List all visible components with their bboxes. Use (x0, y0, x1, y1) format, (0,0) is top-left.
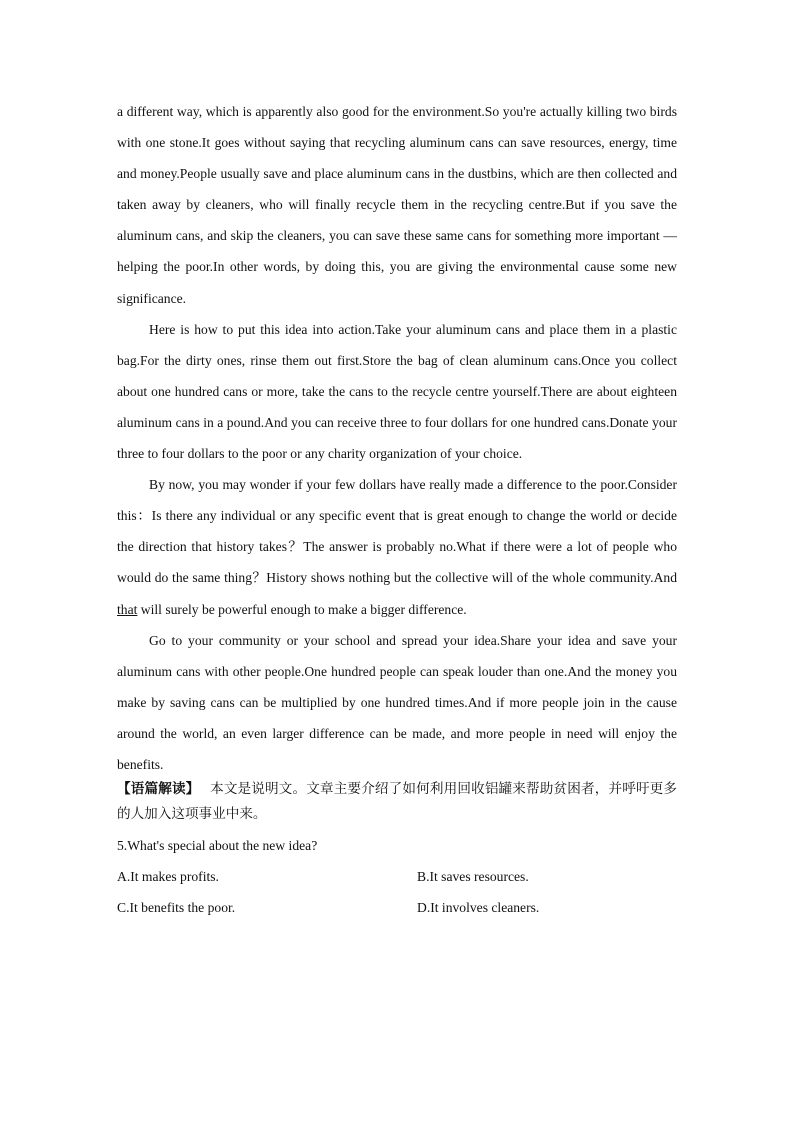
passage-analysis-note (117, 776, 677, 826)
passage-paragraph-3 (117, 469, 677, 624)
note-text: 本文是说明文。文章主要介绍了如何利用回收铝罐来帮助贫困者，并呼吁更多的人加入这项事业中来。 (117, 781, 678, 822)
option-a: A.It makes profits. (117, 869, 219, 885)
note-heading: 【语篇解读】 (117, 781, 200, 797)
passage-paragraph-1: a different way, which is apparently also good for the environment.So you're actually killing two birds with one stone.It goes without saying that recycling aluminum cans can save resources, energy, time and money.People usually save and place aluminum cans in the dustbins, which are then collected and taken away by cleaners, who will finally recycle them in the recycling centre.But if you save the aluminum cans, and skip the cleaners, you can save these same cans for something more important —helping the poor.In other words, by doing this, you are giving the environmental cause some new significance. (117, 104, 677, 306)
option-d: D.It involves cleaners. (417, 900, 540, 916)
passage-paragraph-2: Here is how to put this idea into action.Take your aluminum cans and place them in a plastic bag.For the dirty ones, rinse them out first.Store the bag of clean aluminum cans.Once you collect about one hundred cans or more, take the cans to the recycle centre yourself.There are about eighteen aluminum cans in a pound.And you can receive three to four dollars for one hundred cans.Donate your three to four dollars to the poor or any charity organization of your choice. (117, 321, 677, 462)
option-c: C.It benefits the poor. (117, 900, 236, 916)
document-page (117, 96, 677, 923)
option-b: B.It saves resources. (417, 869, 529, 885)
paragraph-3-text-end: will surely be powerful enough to make a bigger difference. (137, 601, 467, 617)
passage-paragraph-4: Go to your community or your school and spread your idea.Share your idea and save your aluminum cans with other people.One hundred people can speak louder than one.And the money you make by saving cans can be multiplied by one hundred times.And if more people join in the cause around the world, an even larger difference can be made, and more people in need will enjoy the benefits. (117, 632, 677, 772)
question-options (117, 861, 677, 923)
underlined-word: that (117, 601, 138, 617)
paragraph-3-text-start: By now, you may wonder if your few dollars have really made a difference to the poor.Consider this：Is there any individual or any specific event that is great enough to change the world or decide the direction that history takes？The answer is probably no.What if there were a lot of people who would do the same thing？History shows nothing but the collective will of the whole community.And (117, 477, 677, 586)
question-stem: 5.What's special about the new idea? (117, 838, 318, 854)
